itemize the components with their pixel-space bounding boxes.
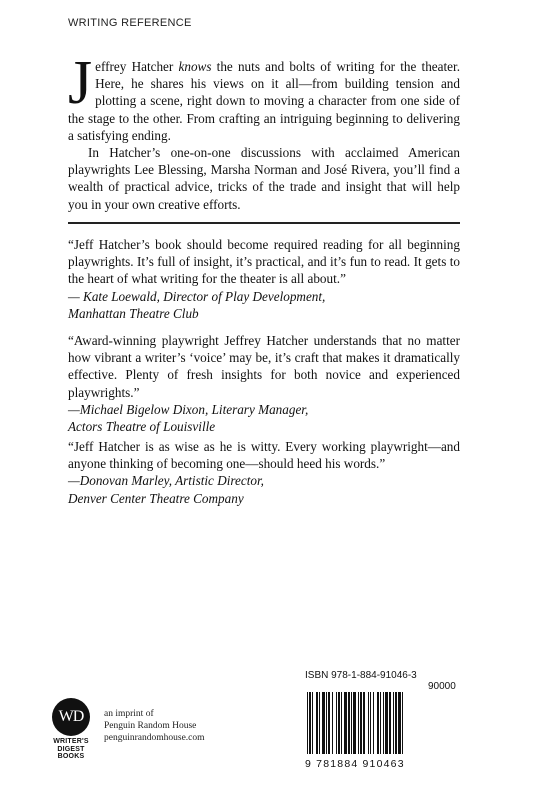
drop-cap: J	[68, 49, 93, 117]
barcode-bar	[385, 692, 388, 754]
barcode-bar	[322, 692, 325, 754]
barcode-bar	[373, 692, 374, 754]
barcode-number: 9 781884 910463	[305, 758, 405, 770]
barcode-bar	[332, 692, 333, 754]
barcode-bar	[358, 692, 359, 754]
barcode-bar	[363, 692, 365, 754]
blurb-donovan-marley	[68, 438, 460, 507]
intro-p1-emphasis: knows	[178, 59, 212, 74]
isbn-text: ISBN 978-1-884-91046-3	[305, 670, 417, 681]
barcode-bar	[377, 692, 379, 754]
blurb-text: “Jeff Hatcher is as wise as he is witty. Every working playwright—and anyone thinking of becoming one—should heed his words.”	[68, 439, 460, 472]
blurb-attribution-1: —Michael Bigelow Dixon, Literary Manager,	[68, 401, 309, 417]
barcode-bar	[402, 692, 403, 754]
barcode-bar	[383, 692, 384, 754]
intro-paragraph-1	[68, 49, 460, 144]
blurb-attribution-2: Actors Theatre of Louisville	[68, 419, 216, 435]
intro-p1-start: effrey Hatcher	[95, 59, 179, 74]
barcode-bar	[368, 692, 369, 754]
logo-line-3: BOOKS	[57, 753, 85, 760]
barcode-bar	[326, 692, 327, 754]
barcode-bar	[307, 692, 308, 754]
logo-text	[48, 738, 94, 761]
blurb-attribution-1: —Donovan Marley, Artistic Director,	[68, 473, 264, 489]
barcode-bar	[348, 692, 350, 754]
barcode-bar	[398, 692, 401, 754]
imprint-info	[104, 708, 205, 744]
blurb-attribution-1: — Kate Loewald, Director of Play Development,	[68, 288, 326, 304]
barcode-bar	[370, 692, 371, 754]
barcode-bar	[395, 692, 397, 754]
barcode-bar	[312, 692, 313, 754]
barcode-bar	[353, 692, 356, 754]
blurb-michael-dixon	[68, 332, 460, 435]
intro-paragraph-2: In Hatcher’s one-on-one discussions with acclaimed American playwrights Lee Blessing, Marsha Norman and José Rivera, you’ll find a wealth of practical advice, tricks of the trade and insight that will help you in your own creative efforts.	[68, 145, 460, 212]
blurb-attribution-2: Denver Center Theatre Company	[68, 490, 244, 506]
barcode-bar	[309, 692, 311, 754]
price-code: 90000	[428, 681, 456, 692]
barcode-bar	[338, 692, 340, 754]
barcode-bar	[344, 692, 347, 754]
barcode-bar	[336, 692, 337, 754]
barcode-bar	[360, 692, 362, 754]
wd-logo-icon: WD	[52, 698, 90, 736]
blurb-text: “Award-winning playwright Jeffrey Hatcher understands that no matter how vibrant a writer’s ‘voice’ may be, it’s craft that makes it dramatically effective. Plenty of fresh insights for both novice and experienced playwrights.”	[68, 333, 460, 400]
barcode-bar	[380, 692, 381, 754]
barcode-bar	[341, 692, 342, 754]
barcode-bar	[328, 692, 330, 754]
imprint-line-2: Penguin Random House	[104, 721, 197, 731]
barcode-icon	[305, 692, 463, 756]
intro-p1-end: the nuts and bolts of writing for the theater. Here, he shares his views on it all—from building tension and plotting a scene, right down to moving a character from one side of the stage to the other. From crafting an intriguing beginning to delivering a satisfying ending.	[68, 59, 460, 143]
imprint-line-3: penguinrandomhouse.com	[104, 733, 205, 743]
intro-text	[68, 49, 460, 213]
blurb-text: “Jeff Hatcher’s book should become required reading for all beginning playwrights. It’s full of insight, it’s practical, and it’s fun to read. It gets to the heart of what writing for the theater is all about.”	[68, 237, 460, 287]
imprint-line-1: an imprint of	[104, 709, 154, 719]
divider-rule	[68, 222, 460, 224]
blurb-attribution-2: Manhattan Theatre Club	[68, 305, 199, 321]
logo-line-1: WRITER'S	[53, 738, 89, 745]
barcode-bar	[316, 692, 318, 754]
barcode-bar	[389, 692, 391, 754]
category-label: WRITING REFERENCE	[68, 17, 192, 29]
blurb-kate-loewald	[68, 236, 460, 322]
writers-digest-books-logo	[48, 698, 94, 761]
barcode-bar	[351, 692, 352, 754]
logo-line-2: DIGEST	[57, 745, 85, 753]
barcode-bar	[393, 692, 394, 754]
barcode-bar	[319, 692, 320, 754]
